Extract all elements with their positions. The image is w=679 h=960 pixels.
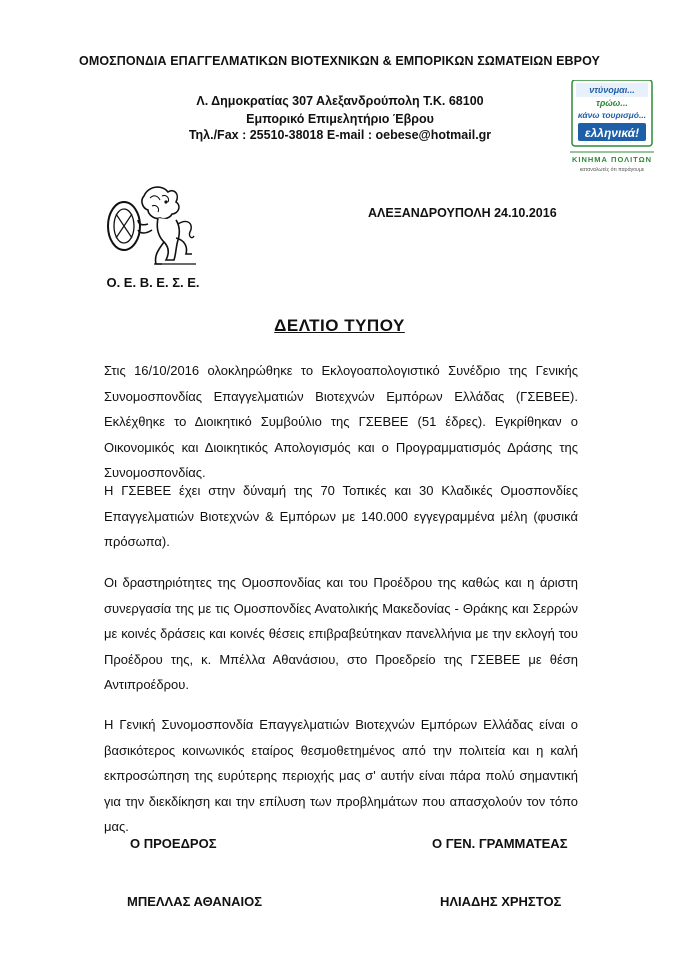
logo-org: ΚΙΝΗΜΑ ΠΟΛΙΤΩΝ xyxy=(571,155,653,164)
contact-line: Τηλ./Fax : 25510-38018 E-mail : oebese@hotmail.gr xyxy=(188,128,492,142)
date-line: ΑΛΕΞΑΝΔΡΟΥΠΟΛΗ 24.10.2016 xyxy=(368,206,557,220)
document-title: ΔΕΛΤΙΟ ΤΥΠΟΥ xyxy=(274,316,405,335)
campaign-logo xyxy=(566,80,658,176)
logo-tagline: καταναλωτές ότι παράγουμε xyxy=(579,167,645,173)
paragraph: Η Γενική Συνομοσπονδία Επαγγελματιών Βιοτεχνών Εμπόρων Ελλάδας είναι ο βασικότερος κοινωνικός εταίρος θεσμοθετημένος από την πολιτεία και η καλή εκπροσώπηση της ευρύτερης περιοχής μας σ' αυτήν είναι πάρα πολύ σημαντική για την διεκδίκηση και την επίλυση των προβλημάτων που απασχολούν τον τόπο μας. xyxy=(104,717,578,834)
logo-line1: ντύνομαι... xyxy=(589,85,635,95)
general-secretary-name: ΗΛΙΑΔΗΣ ΧΡΗΣΤΟΣ xyxy=(440,894,562,909)
address-line: Λ. Δημοκρατίας 307 Αλεξανδρούπολη Τ.Κ. 68100 xyxy=(196,94,484,108)
paragraph: Οι δραστηριότητες της Ομοσπονδίας και του Προέδρου της καθώς και η άριστη συνεργασία της με τις Ομοσπονδίες Ανατολικής Μακεδονίας - Θράκης και Σερρών με κοινές δράσεις και κοινές θέσεις επιβραβεύτηκαν πανελλήνια με την εκλογή του Προέδρου της, κ. Μπέλλα Αθανάσιου, στο Προεδρείο της ΓΣΕΒΕΕ με θέση Αντιπροέδρου. xyxy=(104,575,578,692)
president-name: ΜΠΕΛΛΑΣ ΑΘΑΝΑΙΟΣ xyxy=(127,894,263,909)
chamber-line: Εμπορικό Επιμελητήριο Έβρου xyxy=(246,112,434,126)
logo-line2: τρώω... xyxy=(596,98,628,108)
general-secretary-title: Ο ΓΕΝ. ΓΡΑΜΜΑΤΕΑΣ xyxy=(432,836,568,851)
lion-shield-emblem-icon xyxy=(104,184,198,270)
logo-line4: ελληνικά! xyxy=(584,126,640,140)
paragraph: Η ΓΣΕΒΕΕ έχει στην δύναμή της 70 Τοπικές και 30 Κλαδικές Ομοσπονδίες Επαγγελματιών Βιοτεχνών & Εμπόρων με 140.000 εγγεγραμμένα μέλη (φυσικά πρόσωπα). xyxy=(104,483,578,549)
logo-line3: κάνω τουρισμό... xyxy=(577,110,647,120)
organization-title: ΟΜΟΣΠΟΝΔΙΑ ΕΠΑΓΓΕΛΜΑΤΙΚΩΝ ΒΙΟΤΕΧΝΙΚΩΝ & ΕΜΠΟΡΙΚΩΝ ΣΩΜΑΤΕΙΩΝ ΕΒΡΟΥ xyxy=(79,54,600,68)
president-title: Ο ΠΡΟΕΔΡΟΣ xyxy=(130,836,217,851)
organization-abbreviation: Ο. Ε. Β. Ε. Σ. Ε. xyxy=(106,275,200,290)
paragraph: Στις 16/10/2016 ολοκληρώθηκε το Εκλογοαπολογιστικό Συνέδριο της Γενικής Συνομοσπονδίας Επαγγελματιών Βιοτεχνών Εμπόρων Ελλάδας (ΓΣΕΒΕΕ). Εκλέχθηκε το Διοικητικό Συμβούλιο της ΓΣΕΒΕΕ (51 έδρες). Εγκρίθηκαν ο Οικονομικός και Διοικητικός Απολογισμός και ο Προγραμματισμός Δράσης της Συνομοσπονδίας. xyxy=(104,363,578,480)
